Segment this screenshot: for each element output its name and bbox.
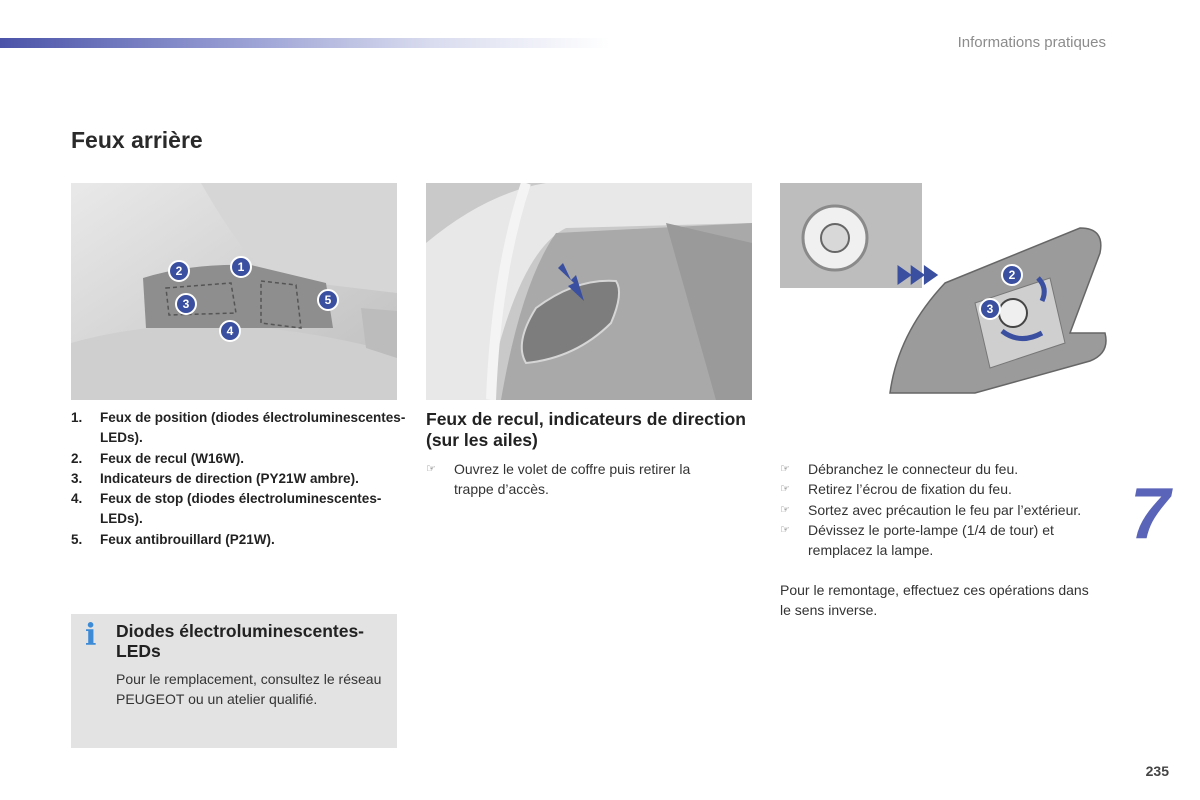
section-subtitle: Feux de recul, indicateurs de direction (sur les ailes): [426, 409, 746, 450]
legend-num: 4.: [71, 491, 83, 507]
step-text: Ouvrez le volet de coffre puis retirer la trappe d’accès.: [454, 461, 691, 498]
steps-list-middle: [426, 459, 726, 500]
marker-5: 5: [324, 293, 332, 307]
steps-list-right: [780, 459, 1090, 560]
figure-rear-lights: [71, 183, 397, 400]
legend-item: [71, 530, 406, 550]
marker-4: 4: [226, 324, 234, 338]
legend-num: 2.: [71, 450, 83, 466]
figure-lamp-removal: [780, 183, 1110, 400]
marker-1: 1: [237, 260, 245, 274]
step-text: Sortez avec précaution le feu par l’extérieur.: [808, 501, 1082, 518]
section-title: Informations pratiques: [957, 34, 1106, 51]
legend-text: Feux de recul (W16W).: [100, 450, 245, 466]
hand-pointer-icon: ☞: [780, 463, 790, 475]
marker-3: 3: [182, 297, 190, 311]
step-text: Retirez l’écrou de fixation du feu.: [808, 481, 1012, 498]
step-item: [426, 459, 726, 500]
step-item: [780, 500, 1090, 520]
step-item: [780, 520, 1090, 561]
legend-text: Feux de stop (diodes électroluminescentes-LEDs).: [100, 491, 382, 527]
step-item: [780, 479, 1090, 499]
legend-item: [71, 408, 406, 449]
hand-pointer-icon: ☞: [780, 483, 790, 496]
legend-text: Indicateurs de direction (PY21W ambre).: [100, 470, 359, 486]
hand-pointer-icon: ☞: [780, 503, 790, 516]
header-gradient-bar: [0, 38, 610, 48]
lamp-legend: [71, 408, 406, 550]
chapter-number: 7: [1130, 474, 1171, 554]
legend-num: 5.: [71, 531, 83, 547]
legend-item: [71, 449, 406, 469]
step-text: Dévissez le porte-lampe (1/4 de tour) et remplacez la lampe.: [808, 521, 1054, 559]
removal-marker-2: 2: [1008, 268, 1016, 282]
info-title: Diodes électroluminescentes-LEDs: [116, 621, 364, 661]
removal-marker-3: 3: [986, 302, 994, 316]
legend-item: [71, 489, 406, 530]
legend-item: [71, 469, 406, 489]
info-text: Pour le remplacement, consultez le réseau PEUGEOT ou un atelier qualifié.: [116, 671, 382, 708]
info-icon: i: [85, 618, 97, 653]
step-text: Débranchez le connecteur du feu.: [808, 461, 1019, 477]
legend-num: 1.: [71, 410, 83, 425]
page-number: 235: [1145, 763, 1169, 779]
info-box: [71, 614, 397, 748]
figure-boot-access-hatch: [426, 183, 752, 400]
legend-text: Feux de position (diodes électroluminescentes-LEDs).: [100, 410, 406, 446]
step-item: [780, 459, 1090, 479]
hand-pointer-icon: ☞: [426, 463, 436, 475]
reassembly-note: Pour le remontage, effectuez ces opérations dans le sens inverse.: [780, 582, 1089, 619]
hand-pointer-icon: ☞: [780, 523, 790, 536]
legend-num: 3.: [71, 470, 83, 486]
marker-2: 2: [175, 264, 183, 278]
legend-text: Feux antibrouillard (P21W).: [100, 531, 275, 547]
page-title: Feux arrière: [71, 127, 203, 153]
